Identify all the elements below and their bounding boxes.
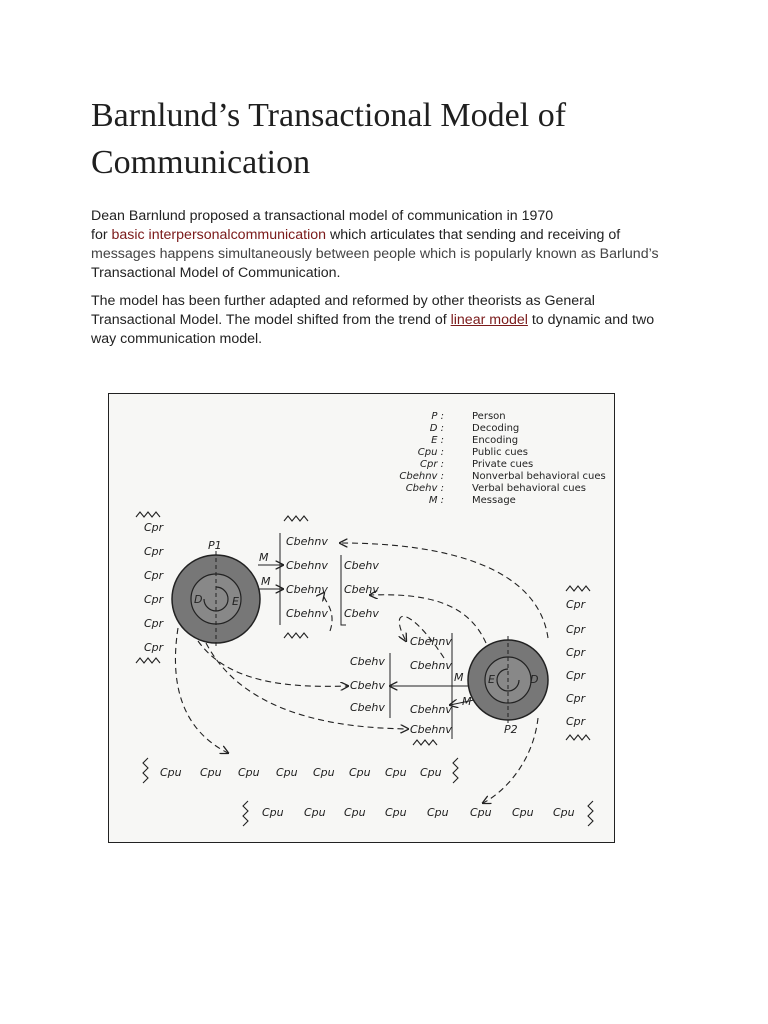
message-label: M <box>462 695 472 708</box>
legend-symbol: Cbehnv : <box>399 471 444 482</box>
cpu-label: Cpu <box>420 766 442 779</box>
cpr-label: Cpr <box>566 715 586 728</box>
cpu-label: Cpu <box>262 806 284 819</box>
legend-symbol: M : <box>428 495 444 506</box>
paragraph-line: Transactional Model of Communication. <box>91 265 341 281</box>
legend-meaning: Decoding <box>472 423 520 434</box>
person-1-label: P1 <box>208 539 222 552</box>
paragraph-line: way communication model. <box>91 331 263 347</box>
cbehv-label: Cbehv <box>344 607 379 620</box>
cpu-label: Cpu <box>512 806 534 819</box>
person-1 <box>172 539 260 648</box>
cpr-label: Cpr <box>566 646 586 659</box>
private-cues-p2 <box>566 598 587 728</box>
legend-symbol: P : <box>431 411 444 422</box>
cpr-label: Cpr <box>144 593 164 606</box>
cbehv-label: Cbehv <box>344 583 379 596</box>
paragraph-line: Dean Barnlund proposed a transactional model of communication in 1970 <box>91 208 554 224</box>
cpu-label: Cpu <box>276 766 298 779</box>
cpu-label: Cpu <box>238 766 260 779</box>
legend-meaning: Private cues <box>472 459 534 470</box>
cbehnv-label: Cbehnv <box>410 635 452 648</box>
paragraph-line <box>91 311 691 330</box>
paragraph-line <box>91 226 691 245</box>
cpr-label: Cpr <box>144 521 164 534</box>
paragraph-line: messages happens simultaneously between people which is popularly known as Barlund’s <box>91 246 659 262</box>
private-cues-p1 <box>144 521 165 654</box>
person-2 <box>468 636 548 736</box>
cpu-label: Cpu <box>385 766 407 779</box>
paragraph-text: for <box>91 227 112 243</box>
cpr-label: Cpr <box>566 623 586 636</box>
cbehv-label: Cbehv <box>350 679 385 692</box>
decode-label: D <box>530 673 539 686</box>
legend-symbol: E : <box>431 435 444 446</box>
paragraph-line: The model has been further adapted and reformed by other theorists as General <box>91 293 595 309</box>
interpersonal-communication-link[interactable]: basic interpersonalcommunication <box>111 227 326 243</box>
intro-paragraph <box>91 207 691 283</box>
cpu-label: Cpu <box>344 806 366 819</box>
cpu-label: Cpu <box>553 806 575 819</box>
page-title: Barnlund’s Transactional Model of Communication <box>91 97 567 181</box>
cpu-label: Cpu <box>200 766 222 779</box>
legend-symbol: Cpu : <box>417 447 444 458</box>
legend-meaning: Nonverbal behavioral cues <box>472 471 606 482</box>
cpr-label: Cpr <box>144 569 164 582</box>
public-cues <box>160 766 575 819</box>
message-label: M <box>261 575 271 588</box>
legend-meaning: Encoding <box>472 435 519 446</box>
cbehnv-label: Cbehnv <box>410 659 452 672</box>
adaptation-paragraph <box>91 292 691 349</box>
cbehnv-label: Cbehnv <box>286 583 328 596</box>
encode-label: E <box>488 673 495 686</box>
cpr-label: Cpr <box>566 669 586 682</box>
legend-symbol: Cpr : <box>420 459 444 470</box>
decode-label: D <box>194 593 203 606</box>
cpu-label: Cpu <box>427 806 449 819</box>
paragraph-text: Transactional Model. The model shifted from the trend of <box>91 312 451 328</box>
cpr-label: Cpr <box>144 617 164 630</box>
person-2-label: P2 <box>504 723 518 736</box>
cpr-label: Cpr <box>566 692 586 705</box>
paragraph-text: to dynamic and two <box>527 312 655 328</box>
legend <box>399 411 605 506</box>
legend-meaning: Verbal behavioral cues <box>472 483 586 494</box>
legend-meaning: Person <box>472 411 506 422</box>
legend-meaning: Message <box>472 495 516 506</box>
cpu-label: Cpu <box>385 806 407 819</box>
cpu-label: Cpu <box>160 766 182 779</box>
legend-meaning: Public cues <box>472 447 528 458</box>
transactional-model-diagram <box>108 393 615 843</box>
paragraph-text: which articulates that sending and receiving of <box>326 227 621 243</box>
cpu-label: Cpu <box>470 806 492 819</box>
cbehv-label: Cbehv <box>344 559 379 572</box>
cbehnv-label: Cbehnv <box>286 535 328 548</box>
message-label: M <box>454 671 464 684</box>
cpu-label: Cpu <box>304 806 326 819</box>
cbehv-label: Cbehv <box>350 655 385 668</box>
cbehv-label: Cbehv <box>350 701 385 714</box>
legend-symbol: Cbehv : <box>405 483 444 494</box>
cbehnv-label: Cbehnv <box>286 607 328 620</box>
encode-label: E <box>232 595 239 608</box>
legend-symbol: D : <box>429 423 444 434</box>
cpu-label: Cpu <box>313 766 335 779</box>
cbehnv-label: Cbehnv <box>410 723 452 736</box>
cpr-label: Cpr <box>566 598 586 611</box>
cbehnv-label: Cbehnv <box>410 703 452 716</box>
cpu-label: Cpu <box>349 766 371 779</box>
cbehnv-label: Cbehnv <box>286 559 328 572</box>
cpr-label: Cpr <box>144 545 164 558</box>
linear-model-link[interactable]: linear model <box>450 312 528 328</box>
behavioral-cues-top <box>280 533 379 625</box>
cpr-label: Cpr <box>144 641 164 654</box>
message-label: M <box>259 551 269 564</box>
